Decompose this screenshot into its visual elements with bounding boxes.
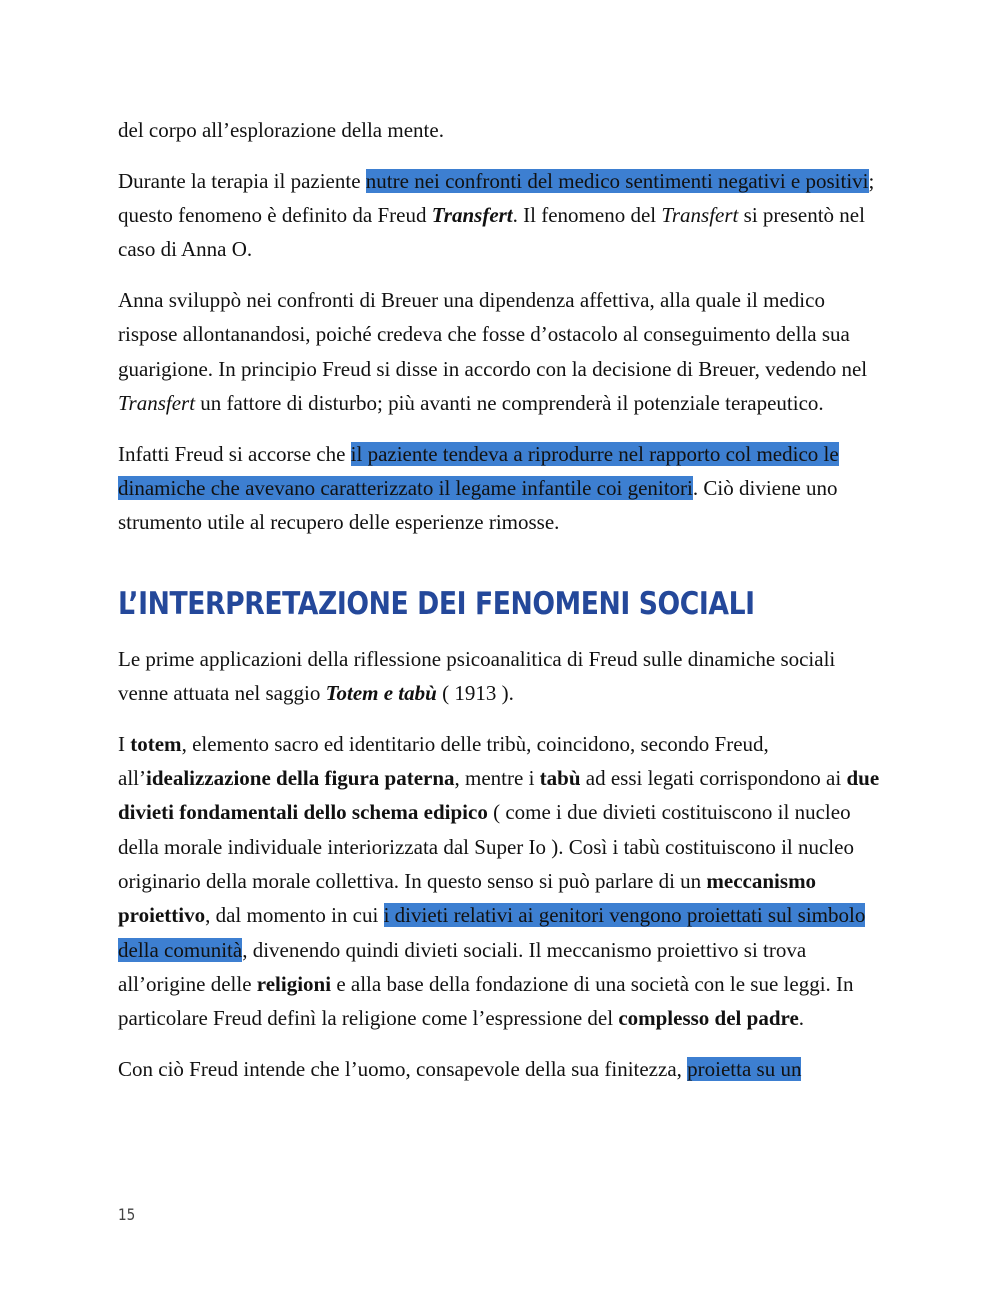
bold-italic-term: Transfert <box>431 203 513 228</box>
paragraph-text: si presentò nel caso di Anna O. <box>118 203 865 262</box>
bold-term: tabù <box>539 766 581 791</box>
paragraph-text: , mentre i <box>454 766 540 791</box>
paragraph-text: Durante la terapia il paziente <box>118 168 366 193</box>
highlighted-text: nutre nei confronti del medico sentimenti negativi e positivi <box>365 168 869 193</box>
section-heading: L’INTERPRETAZIONE DEI FENOMENI SOCIALI <box>118 585 755 622</box>
bold-term: due divieti fondamentali dello schema edipico <box>118 766 880 825</box>
paragraph-continuation <box>118 113 884 147</box>
page-number: 15 <box>118 1205 136 1224</box>
paragraph-text: , divenendo quindi divieti sociali. Il meccanismo proiettivo si trova all’origine delle <box>118 937 807 996</box>
paragraph-text: ; questo fenomeno è definito da Freud <box>118 168 875 228</box>
document-page <box>118 113 884 1103</box>
bold-term: idealizzazione della figura paterna <box>145 766 455 791</box>
paragraph-text: Con ciò Freud intende che l’uomo, consapevole della sua finitezza, <box>118 1057 688 1082</box>
paragraph-finitezza <box>118 1052 884 1086</box>
bold-italic-title: Totem e tabù <box>325 681 437 706</box>
paragraph-text: del corpo all’esplorazione della mente. <box>118 118 444 142</box>
paragraph-text: , elemento sacro ed identitario delle tribù, coincidono, secondo Freud, all’ <box>118 731 769 791</box>
highlighted-text: i divieti relativi ai genitori vengono proiettati sul simbolo della comunità <box>118 903 866 962</box>
paragraph-text: Le prime applicazioni della riflessione psicoanalitica di Freud sulle dinamiche sociali venne attuata nel saggio <box>118 646 836 706</box>
paragraph-anna <box>118 283 884 420</box>
paragraph-transfert <box>118 164 884 267</box>
paragraph-totem-tabu <box>118 642 884 711</box>
bold-term: religioni <box>256 971 332 996</box>
paragraph-text: . Ciò diviene uno strumento utile al recupero delle esperienze rimosse. <box>118 476 838 535</box>
bold-term: complesso del padre <box>618 1006 799 1031</box>
paragraph-text: e alla base della fondazione di una società con le sue leggi. In particolare Freud definì la religione come l’espressione del <box>118 971 854 1031</box>
paragraph-text: . Il fenomeno del <box>512 203 662 228</box>
paragraph-dinamiche <box>118 437 884 540</box>
highlighted-text: proietta su un <box>687 1057 802 1082</box>
paragraph-text: ( come i due divieti costituiscono il nucleo della morale individuale interiorizzata dal Super Io ). Così i tabù costituiscono il nucleo originario della morale collettiva. In questo senso si può parlare di un <box>118 800 854 894</box>
bold-term: meccanismo proiettivo <box>118 869 817 928</box>
highlighted-text: il paziente tendeva a riprodurre nel rapporto col medico le dinamiche che avevano caratterizzato il legame infantile coi genitori <box>118 441 839 501</box>
bold-term: totem <box>130 731 182 756</box>
paragraph-text: ad essi legati corrispondono ai <box>580 766 847 791</box>
paragraph-text: Anna sviluppò nei confronti di Breuer una dipendenza affettiva, alla quale il medico rispose allontanandosi, poiché credeva che fosse d’ostacolo al conseguimento della sua guarigione. In principio Freud si disse in accordo con la decisione di Breuer, vedendo nel <box>118 288 868 381</box>
paragraph-text: , dal momento in cui <box>205 903 384 928</box>
paragraph-totem <box>118 727 884 1036</box>
paragraph-text: . <box>798 1006 805 1031</box>
paragraph-text: I <box>118 731 131 756</box>
paragraph-text: un fattore di disturbo; più avanti ne comprenderà il potenziale terapeutico. <box>195 391 824 416</box>
italic-term: Transfert <box>118 391 196 416</box>
paragraph-text: ( 1913 ). <box>436 681 514 706</box>
paragraph-text: Infatti Freud si accorse che <box>118 441 351 466</box>
italic-term: Transfert <box>661 203 739 228</box>
